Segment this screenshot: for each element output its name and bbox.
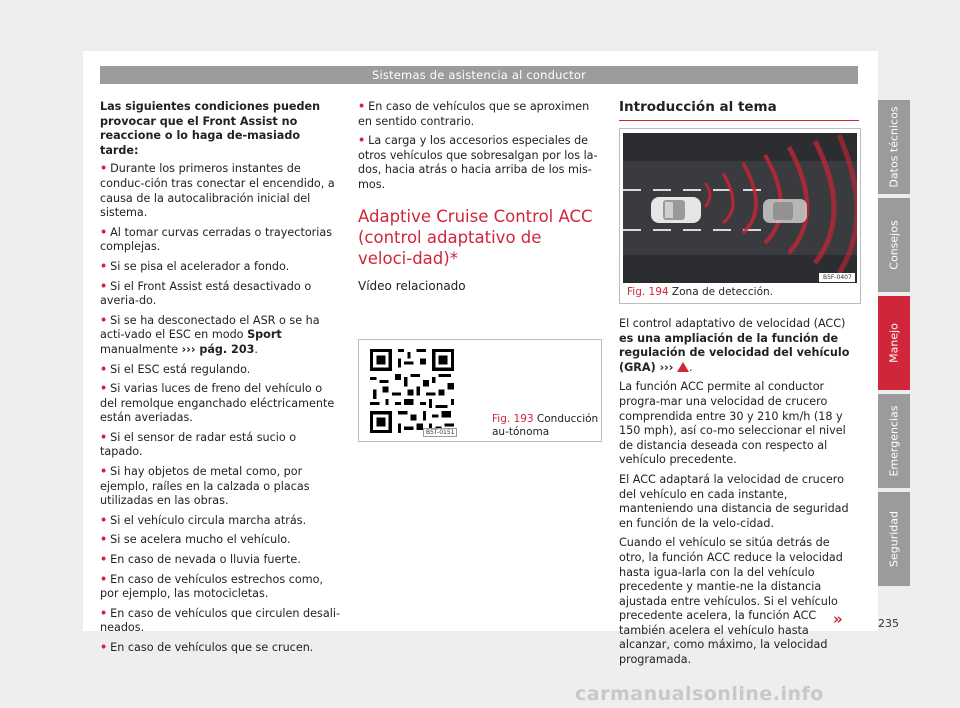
list-item: • En caso de vehículos que se aproximen en sentido contrario. xyxy=(358,100,590,128)
list-item: • La carga y los accesorios especiales de otros vehículos que sobresalgan por los la-dos, hacia atrás o hacia arriba de los mis-mos. xyxy=(358,134,598,191)
list-item: • Si se acelera mucho el vehículo. xyxy=(100,533,291,547)
bullet-icon: • xyxy=(100,465,108,479)
list-item: • En caso de vehículos que se crucen. xyxy=(100,641,314,654)
sport-mode: Sport xyxy=(247,328,282,342)
lead-paragraph: Las siguientes condiciones pueden provocar que el Front Assist no reaccione o lo haga de-masiado tarde: xyxy=(100,100,321,157)
bullet-icon: • xyxy=(100,641,108,654)
list-item: • Si hay objetos de metal como, por ejemplo, raíles en la calzada o placas utilizadas en las obras. xyxy=(100,465,310,508)
warning-icon[interactable] xyxy=(677,362,689,372)
column-middle xyxy=(358,100,600,303)
bullet-icon: • xyxy=(100,513,108,527)
caption-text: Conducción au-tónoma xyxy=(492,413,599,438)
condition-list-continued xyxy=(358,100,600,193)
list-item: • En caso de vehículos que circulen desali-neados. xyxy=(100,606,340,635)
chapter-header: Sistemas de asistencia al conductor xyxy=(100,66,858,84)
continue-icon: » xyxy=(833,610,843,628)
image-code: B5T-0151 xyxy=(423,428,457,437)
bullet-icon: • xyxy=(100,162,108,176)
column-right-body xyxy=(619,317,859,673)
list-item: • En caso de nevada o lluvia fuerte. xyxy=(100,553,301,567)
tab-datos-tecnicos[interactable]: Datos técnicos xyxy=(878,100,910,194)
detection-zone-illustration xyxy=(623,133,857,283)
section-title: Adaptive Cruise Control ACC (control adaptativo de veloci-dad)* xyxy=(358,206,593,268)
list-item: • Si varias luces de freno del vehículo o del remolque enganchado eléctricamente están averiadas. xyxy=(100,382,335,425)
figure-193 xyxy=(358,339,602,442)
list-item: • Si el Front Assist está desactivado o averia-do. xyxy=(100,279,312,308)
list-item: • Si el sensor de radar está sucio o tapado. xyxy=(100,430,297,459)
tab-seguridad[interactable]: Seguridad xyxy=(878,492,910,586)
bullet-icon: • xyxy=(358,100,366,113)
image-code: B5F-0407 xyxy=(823,274,852,281)
bullet-icon: • xyxy=(100,572,108,586)
bullet-icon: • xyxy=(100,553,108,567)
video-label: Vídeo relacionado xyxy=(358,278,466,293)
watermark: carmanualsonline.info xyxy=(575,683,824,705)
bullet-icon: • xyxy=(358,134,366,148)
paragraph: Cuando el vehículo se sitúa detrás de otro, la función ACC reduce la velocidad hasta igua-larla con la del vehículo precedente y mantie-ne la distancia ajustada entre vehículos. Si el vehículo precedente acelera, la función ACC también acelera el vehículo hasta alcanzar, como máximo, la velocidad programada. xyxy=(619,536,843,667)
figure-number: Fig. 194 xyxy=(627,286,669,298)
column-right xyxy=(619,100,859,121)
paragraph: El ACC adaptará la velocidad de crucero del vehículo en cada instante, manteniendo una distancia de seguridad en función de la velo-cidad. xyxy=(619,472,849,530)
bullet-icon: • xyxy=(100,382,108,396)
tab-manejo[interactable]: Manejo xyxy=(878,296,910,390)
paragraph: La función ACC permite al conductor progra-mar una velocidad de crucero comprendida entre 30 y 210 km/h (18 y 150 mph), así co-mo seleccionar el nivel de distancia deseada con respecto al vehículo precedente. xyxy=(619,380,846,467)
tab-consejos[interactable]: Consejos xyxy=(878,198,910,292)
list-item: • Si se pisa el acelerador a fondo. xyxy=(100,259,290,273)
list-item: • Al tomar curvas cerradas o trayectorias complejas. xyxy=(100,225,333,254)
qr-code-icon[interactable] xyxy=(367,346,457,436)
list-item: • En caso de vehículos estrechos como, por ejemplo, las motocicletas. xyxy=(100,572,324,601)
page-number: 235 xyxy=(878,617,899,630)
bullet-icon: • xyxy=(100,430,108,444)
page-reference-link[interactable]: ››› pág. 203 xyxy=(181,342,255,356)
caption-text: Zona de detección. xyxy=(671,286,774,298)
intro-title: Introducción al tema xyxy=(619,100,859,121)
bullet-icon: • xyxy=(100,606,108,620)
bullet-icon: • xyxy=(100,279,108,293)
figure-194 xyxy=(619,128,861,304)
list-item: • Si se ha desconectado el ASR o se ha acti-vado el ESC en modo Sport manualmente ››› pág. 203. xyxy=(100,313,320,356)
bullet-icon: • xyxy=(100,362,108,376)
bullet-icon: • xyxy=(100,313,108,327)
column-left xyxy=(100,100,342,661)
bullet-icon: • xyxy=(100,225,108,239)
list-item: • Si el ESC está regulando. xyxy=(100,362,251,376)
list-item: • Durante los primeros instantes de conduc-ción tras conectar el encendido, a causa de la autocalibración inicial del sistema. xyxy=(100,162,335,220)
condition-list xyxy=(100,162,342,655)
figure-caption xyxy=(492,413,600,439)
paragraph-acc-definition: El control adaptativo de velocidad (ACC) es una ampliación de la función de regulación de velocidad del vehículo (GRA) ››› . xyxy=(619,317,850,374)
figure-caption xyxy=(627,286,852,299)
figure-number: Fig. 193 xyxy=(492,413,534,425)
bullet-icon: • xyxy=(100,259,108,273)
list-item: • Si el vehículo circula marcha atrás. xyxy=(100,513,307,527)
tab-emergencias[interactable]: Emergencias xyxy=(878,394,910,488)
bullet-icon: • xyxy=(100,533,108,547)
